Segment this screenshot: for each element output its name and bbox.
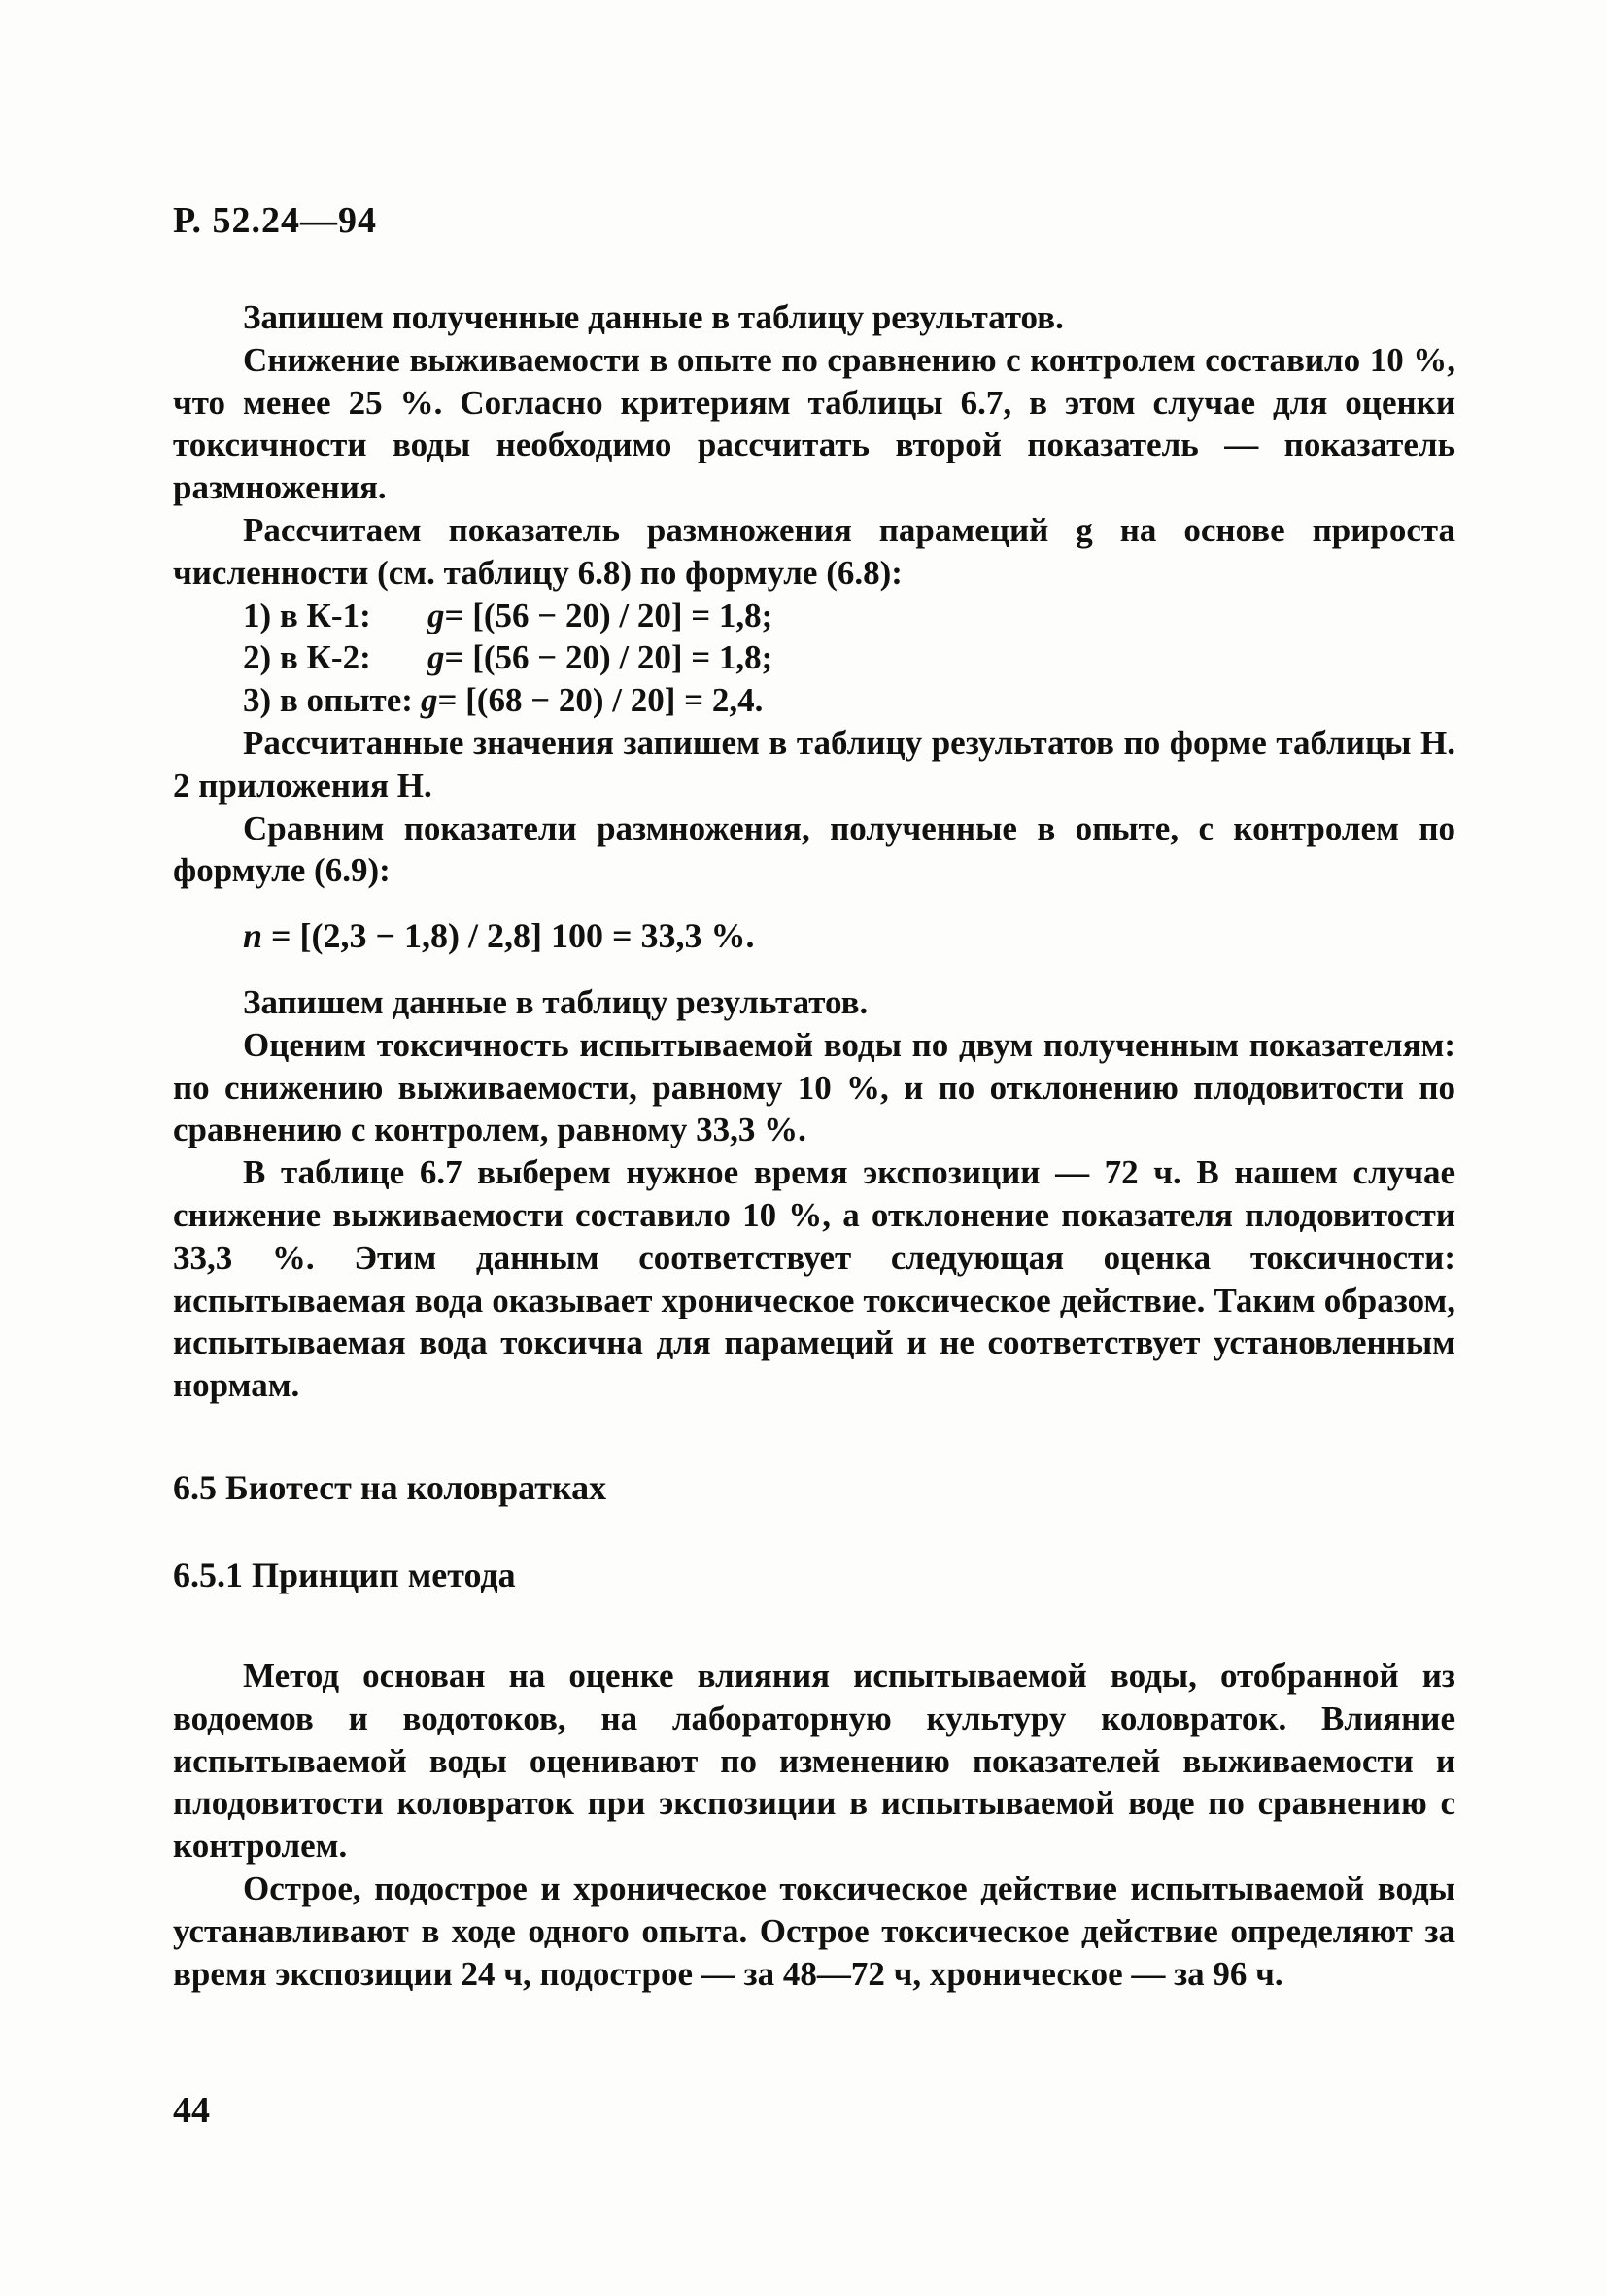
calculation-variable: g xyxy=(427,596,445,634)
calculation-label: 3) в опыте: xyxy=(243,681,413,720)
paragraph: Метод основан на оценке влияния испытываемой воды, отобранной из водоемов и водотоков, на лабораторную культуру коловраток. Влияние испытываемой воды оценивают по изменению показателей выживаемости и плодовитости коловраток при экспозиции в испытываемой воде по сравнению с контролем. xyxy=(173,1657,1455,1866)
calculation-item xyxy=(173,636,1455,679)
calculation-variable: g xyxy=(420,681,438,720)
document-header: Р. 52.24—94 xyxy=(173,200,377,241)
paragraph: Оценим токсичность испытываемой воды по двум полученным показателям: по снижению выживаемости, равному 10 %, и по отклонению плодовитости по сравнению с контролем, равному 33,3 %. xyxy=(173,1025,1455,1149)
page-number: 44 xyxy=(173,2090,210,2131)
text-block-lower xyxy=(173,1655,1455,1995)
formula-expression: = [(2,3 − 1,8) / 2,8] 100 = 33,3 %. xyxy=(262,916,755,956)
paragraph: Запишем полученные данные в таблицу результатов. xyxy=(243,298,1064,336)
text-block-upper xyxy=(173,296,1455,1407)
calculation-expression: = [(68 − 20) / 20] = 2,4. xyxy=(437,681,764,720)
formula xyxy=(173,915,1455,958)
calculation-label: 2) в К-2: xyxy=(243,638,371,677)
paragraph: Острое, подострое и хроническое токсическое действие испытываемой воды устанавливают в ходе одного опыта. Острое токсическое действие определяют за время экспозиции 24 ч, подострое — за 48—72 ч, хроническое — за 96 ч. xyxy=(173,1868,1455,1993)
subsection-heading: 6.5.1 Принцип метода xyxy=(173,1556,516,1594)
paragraph: Рассчитаем показатель размножения парамеций g на основе прироста численности (см. таблицу 6.8) по формуле (6.8): xyxy=(173,510,1455,592)
paragraph: Запишем данные в таблицу результатов. xyxy=(243,982,869,1021)
calculation-list xyxy=(173,595,1455,722)
calculation-variable: g xyxy=(427,638,445,677)
paragraph: Сравним показатели размножения, полученные в опыте, с контролем по формуле (6.9): xyxy=(173,808,1455,890)
paragraph: Рассчитанные значения запишем в таблицу результатов по форме таблицы Н. 2 приложения Н. xyxy=(173,723,1455,805)
calculation-label: 1) в К-1: xyxy=(243,596,371,634)
paragraph: Снижение выживаемости в опыте по сравнению с контролем составило 10 %, что менее 25 %. Согласно критериям таблицы 6.7, в этом случае для оценки токсичности воды необходимо рассчитать второй показатель — показатель размножения. xyxy=(173,340,1455,507)
calculation-item xyxy=(173,679,1455,722)
section-heading: 6.5 Биотест на коловратках xyxy=(173,1468,607,1507)
paragraph: В таблице 6.7 выберем нужное время экспозиции — 72 ч. В нашем случае снижение выживаемости составило 10 %, а отклонение показателя плодовитости 33,3 %. Этим данным соответствует следующая оценка токсичности: испытываемая вода оказывает хроническое токсическое действие. Таким образом, испытываемая вода токсична для парамеций и не соответствует установленным нормам. xyxy=(173,1153,1455,1405)
formula-variable: n xyxy=(243,916,263,956)
calculation-item xyxy=(173,595,1455,637)
calculation-expression: = [(56 − 20) / 20] = 1,8; xyxy=(444,596,773,634)
calculation-expression: = [(56 − 20) / 20] = 1,8; xyxy=(444,638,773,677)
